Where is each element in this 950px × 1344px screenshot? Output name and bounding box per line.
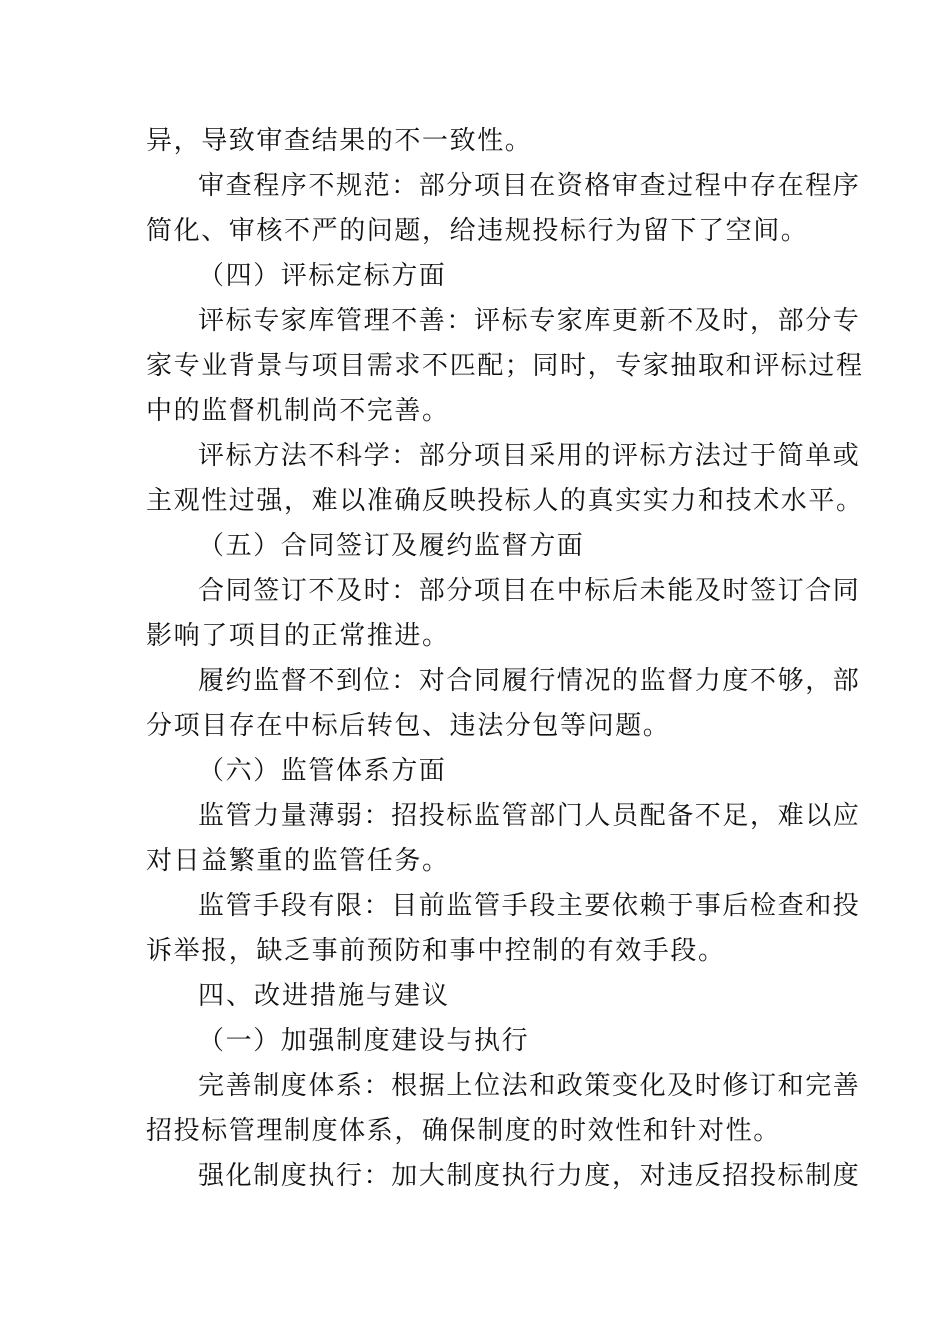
paragraph-start-line: 监管力量薄弱：招投标监管部门人员配备不足，难以应 [198, 801, 861, 831]
text-line: 异，导致审查结果的不一致性。 [146, 126, 533, 156]
text-line: 简化、审核不严的问题，给违规投标行为留下了空间。 [146, 216, 809, 246]
section-heading: 四、改进措施与建议 [198, 981, 451, 1011]
text-line: 影响了项目的正常推进。 [146, 621, 450, 651]
text-line: 主观性过强，难以准确反映投标人的真实实力和技术水平。 [146, 486, 864, 516]
section-subheading: （五）合同签订及履约监督方面 [198, 531, 585, 561]
section-subheading: （六）监管体系方面 [198, 756, 447, 786]
paragraph-start-line: 合同签订不及时：部分项目在中标后未能及时签订合同 [198, 576, 861, 606]
paragraph-start-line: 评标专家库管理不善：评标专家库更新不及时，部分专 [198, 306, 861, 336]
text-line: 诉举报，缺乏事前预防和事中控制的有效手段。 [146, 936, 726, 966]
section-subheading: （四）评标定标方面 [198, 261, 447, 291]
text-line: 家专业背景与项目需求不匹配；同时，专家抽取和评标过程 [146, 351, 864, 381]
document-page [146, 119, 864, 1199]
text-line: 对日益繁重的监管任务。 [146, 846, 450, 876]
paragraph-start-line: 评标方法不科学：部分项目采用的评标方法过于简单或 [198, 441, 861, 471]
paragraph-start-line: 完善制度体系：根据上位法和政策变化及时修订和完善 [198, 1071, 861, 1101]
text-line: 分项目存在中标后转包、违法分包等问题。 [146, 711, 671, 741]
paragraph-start-line: 审查程序不规范：部分项目在资格审查过程中存在程序 [198, 171, 861, 201]
paragraph-start-line: 监管手段有限：目前监管手段主要依赖于事后检查和投 [198, 891, 861, 921]
paragraph-start-line: 履约监督不到位：对合同履行情况的监督力度不够，部 [198, 666, 861, 696]
section-subheading: （一）加强制度建设与执行 [198, 1026, 530, 1056]
text-line: 招投标管理制度体系，确保制度的时效性和针对性。 [146, 1116, 781, 1146]
text-line: 中的监督机制尚不完善。 [146, 396, 450, 426]
paragraph-start-line: 强化制度执行：加大制度执行力度，对违反招投标制度 [198, 1161, 861, 1191]
